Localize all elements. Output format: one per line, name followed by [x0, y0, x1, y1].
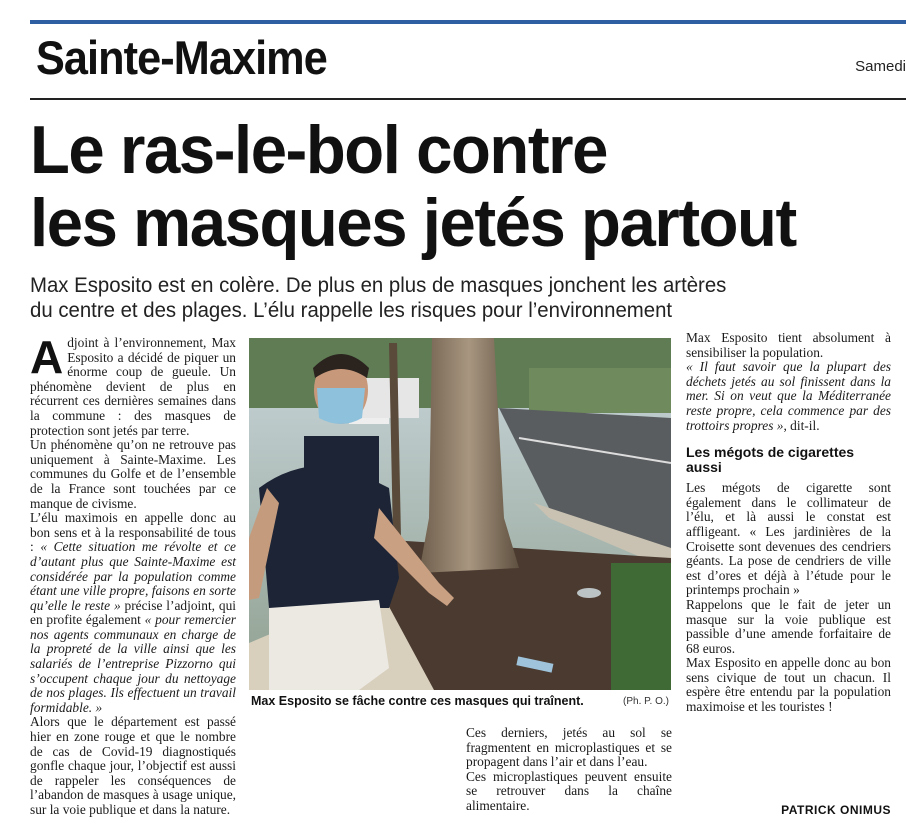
headline-line-2: les masques jetés partout [30, 185, 796, 261]
lead-line-2: du centre et des plages. L’élu rappelle les risques pour l’environnement [30, 299, 673, 322]
article-paragraph: Rappelons que le fait de jeter un masque sur la voie publique est passible d’une amende forfaitaire de 68 euros. [686, 596, 891, 656]
photo-credit: (Ph. P. O.) [623, 696, 669, 707]
quote-text: « Il faut savoir que la plupart des déchets jetés au sol finissent dans la mer. Si on veut que la Méditerranée reste propre, cela commence par des trottoirs propres » [686, 359, 891, 433]
article-paragraph: Ces microplastiques peuvent ensuite se retrouver dans la chaîne alimentaire. [466, 768, 672, 813]
article-column-3 [466, 726, 672, 814]
quote-text: « Cette situation me révolte et ce d’autant plus que Sainte-Maxime est considérée par la population comme étant une ville propre, faisons en sorte qu’elle le reste » [30, 539, 236, 613]
caption-text: Max Esposito se fâche contre ces masques qui traînent. [251, 694, 584, 708]
article-paragraph: Un phénomène qu’on ne retrouve pas uniquement à Sainte-Maxime. Les communes du Golfe et de l’ensemble de la France sont touchées par ce manque de civisme. [30, 437, 236, 511]
drop-cap: A [30, 331, 64, 383]
headline-line-1: Le ras-le-bol contre [30, 112, 607, 188]
section-title: Sainte-Maxime [36, 31, 327, 84]
headline [30, 114, 906, 260]
article-paragraph [30, 331, 236, 438]
top-accent-bar [30, 20, 906, 24]
article-paragraph: Alors que le département est passé hier en zone rouge et que le nombre de cas de Covid-19 diagnostiqués gonfle chaque jour, l’objectif est aussi de rappeler les conséquences de l’abandon de masques à usage unique, sur la voie publique et dans la nature. [30, 714, 236, 817]
article-paragraph [686, 360, 891, 433]
photo-illustration [249, 338, 671, 690]
author-byline: PATRICK ONIMUS [781, 803, 891, 817]
photo-caption [249, 692, 671, 710]
paragraph-text: L’élu maximois en appelle donc au bon sens et à la responsabilité de tous : [30, 510, 236, 555]
lead-line-1: Max Esposito est en colère. De plus en plus de masques jonchent les artères [30, 274, 727, 297]
article-paragraph: Ces derniers, jetés au sol se fragmentent en microplastiques et se propagent dans l’air et dans l’eau. [466, 725, 672, 770]
quote-text: « pour remercier nos agents communaux en charge de la propreté de la ville ainsi que les salariés de l’entreprise Pizzorno qui s’occupent chaque jour du nettoyage de nos plages. Ils effectuent un travail formidable. » [30, 612, 236, 715]
paragraph-text: djoint à l’environnement, Max Esposito a décidé de piquer un énorme coup de gueule. Un phénomène devient de plus en récurrent ces dernières semaines dans la commune : des masques de protection sont jetés par terre. [30, 335, 236, 438]
header-rule [30, 98, 906, 100]
paragraph-text: , dit-il. [783, 417, 820, 433]
article-column-1 [30, 331, 236, 818]
article-paragraph: Max Esposito tient absolument à sensibiliser la population. [686, 330, 891, 360]
issue-day: Samedi [855, 58, 906, 75]
article-photo [249, 338, 671, 690]
article-paragraph [30, 511, 236, 715]
article-column-4 [686, 331, 891, 715]
article-paragraph: Les mégots de cigarette sont également dans le collimateur de l’élu, et là aussi le constat est affligeant. « Les jardinières de la Croisette sont devenues des cendriers géants. La pose de cendriers de ville est d’ores et déjà à l’étude pour le printemps prochain » [686, 480, 891, 598]
subheading: Les mégots de cigarettes aussi [686, 444, 855, 476]
article-paragraph: Max Esposito en appelle donc au bon sens civique de tout un chacun. Il espère être entendu par la population maximoise et les touristes ! [686, 655, 891, 715]
lead-paragraph [30, 273, 906, 323]
paragraph-text: précise l’adjoint, qui en profite également [30, 597, 236, 628]
